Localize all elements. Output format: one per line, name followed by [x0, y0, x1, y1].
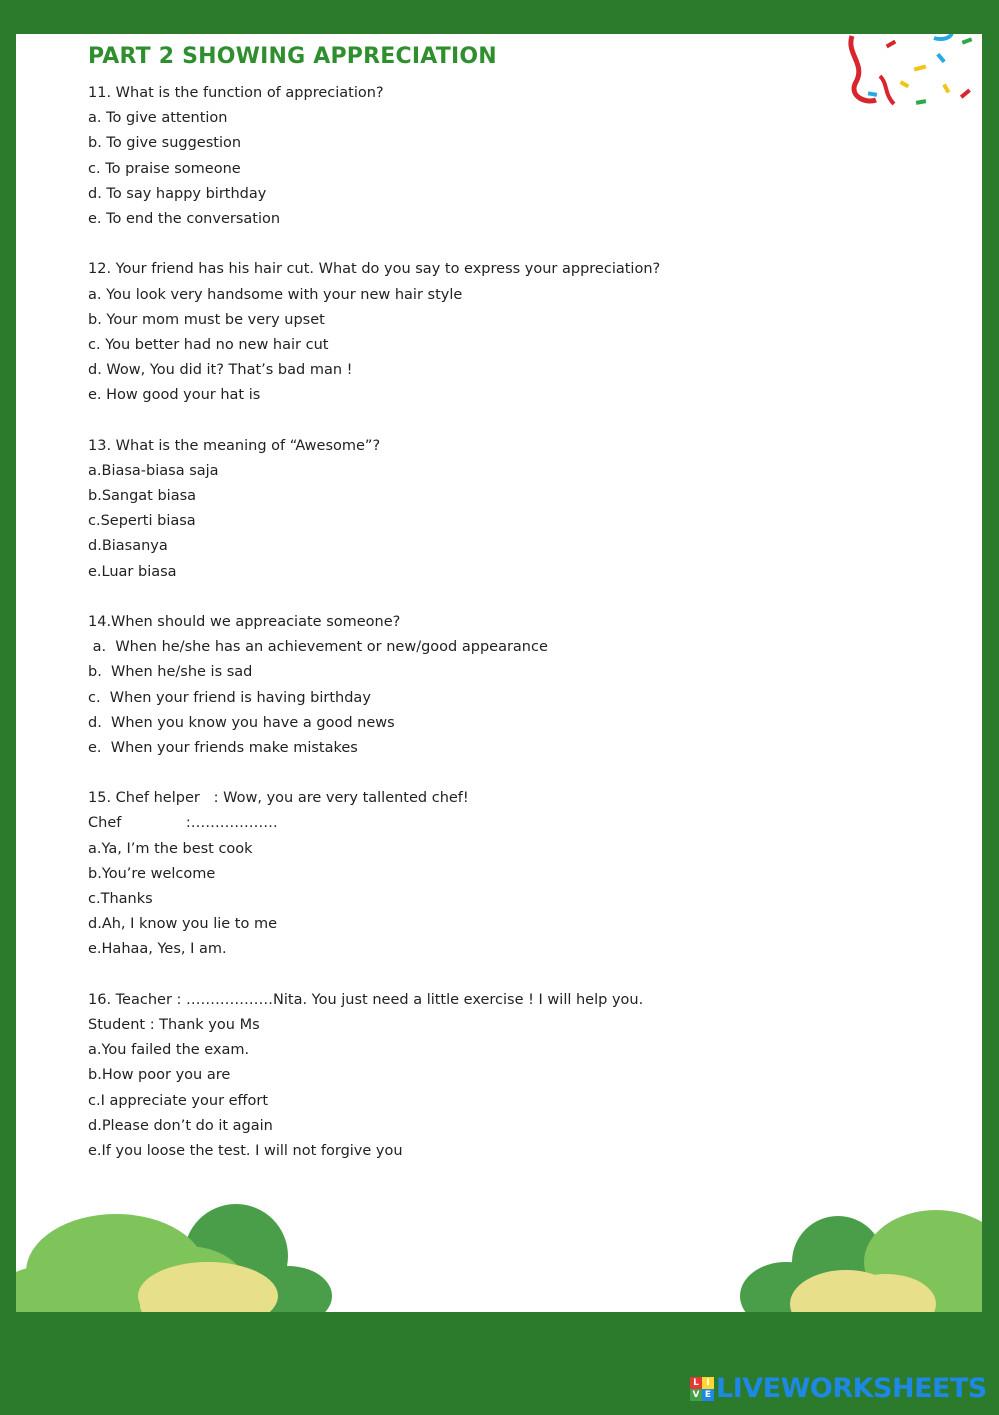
answer-line: d.Biasanya	[88, 538, 168, 555]
logo-icon-letter: E	[702, 1389, 714, 1401]
logo-icon-letter: L	[690, 1377, 702, 1389]
answer-line: d. Wow, You did it? That’s bad man !	[88, 362, 353, 379]
page-title: PART 2 SHOWING APPRECIATION	[88, 44, 497, 69]
answer-line: c.I appreciate your effort	[88, 1092, 269, 1109]
answer-line: b. Your mom must be very upset	[88, 311, 325, 328]
answer-line: c.Thanks	[88, 891, 153, 907]
bush-left	[16, 1204, 332, 1312]
liveworksheets-logo	[690, 1373, 987, 1404]
question-text: 15. Chef helper : Wow, you are very tallented chef!	[88, 790, 469, 807]
answer-line: e. To end the conversation	[88, 210, 281, 227]
answer-line: a. When he/she has an achievement or new/good appearance	[88, 639, 548, 656]
bush-decoration	[16, 34, 982, 1312]
answer-line: b.Sangat biasa	[88, 488, 197, 504]
answer-line: a. You look very handsome with your new hair style	[88, 286, 463, 303]
answer-line: e.Luar biasa	[88, 563, 177, 580]
answer-line: d. When you know you have a good news	[88, 714, 395, 731]
logo-icon-letter: V	[690, 1389, 702, 1401]
answer-line: Student : Thank you Ms	[88, 1016, 260, 1033]
logo-icon-letter: I	[702, 1377, 714, 1389]
answer-line: c. You better had no new hair cut	[88, 336, 329, 353]
logo-text: LIVEWORKSHEETS	[716, 1373, 987, 1404]
answer-line: a.Biasa-biasa saja	[88, 462, 219, 479]
logo-icon	[690, 1377, 714, 1401]
question-text: 11. What is the function of appreciation?	[88, 85, 384, 101]
answer-line: a. To give attention	[88, 110, 228, 127]
answer-line: c. When your friend is having birthday	[88, 689, 371, 706]
answer-line: b. To give suggestion	[88, 135, 242, 152]
question-text: 14.When should we appreaciate someone?	[88, 613, 401, 630]
answer-line: b. When he/she is sad	[88, 664, 253, 681]
question-text: 16. Teacher : ………………Nita. You just need a little exercise ! I will help you.	[88, 991, 644, 1008]
answer-line: d. To say happy birthday	[88, 185, 267, 202]
answer-line: e. How good your hat is	[88, 387, 261, 404]
question-text: 13. What is the meaning of “Awesome”?	[88, 437, 381, 454]
answer-line: e.If you loose the test. I will not forgive you	[88, 1142, 403, 1159]
answer-line: a.Ya, I’m the best cook	[88, 840, 253, 857]
answer-line: d.Please don’t do it again	[88, 1117, 273, 1134]
answer-line: Chef :………………	[88, 815, 278, 832]
worksheet-paper	[16, 34, 982, 1312]
answer-line: e. When your friends make mistakes	[88, 739, 358, 756]
answer-line: e.Hahaa, Yes, I am.	[88, 941, 227, 958]
answer-line: a.You failed the exam.	[88, 1042, 250, 1059]
answer-line: b.How poor you are	[88, 1067, 231, 1084]
bush-right	[740, 1210, 982, 1312]
answer-line: c. To praise someone	[88, 160, 241, 177]
answer-line: d.Ah, I know you lie to me	[88, 916, 278, 933]
answer-line: c.Seperti biasa	[88, 513, 196, 530]
question-text: 12. Your friend has his hair cut. What do you say to express your appreciation?	[88, 261, 661, 278]
answer-line: b.You’re welcome	[88, 865, 216, 882]
